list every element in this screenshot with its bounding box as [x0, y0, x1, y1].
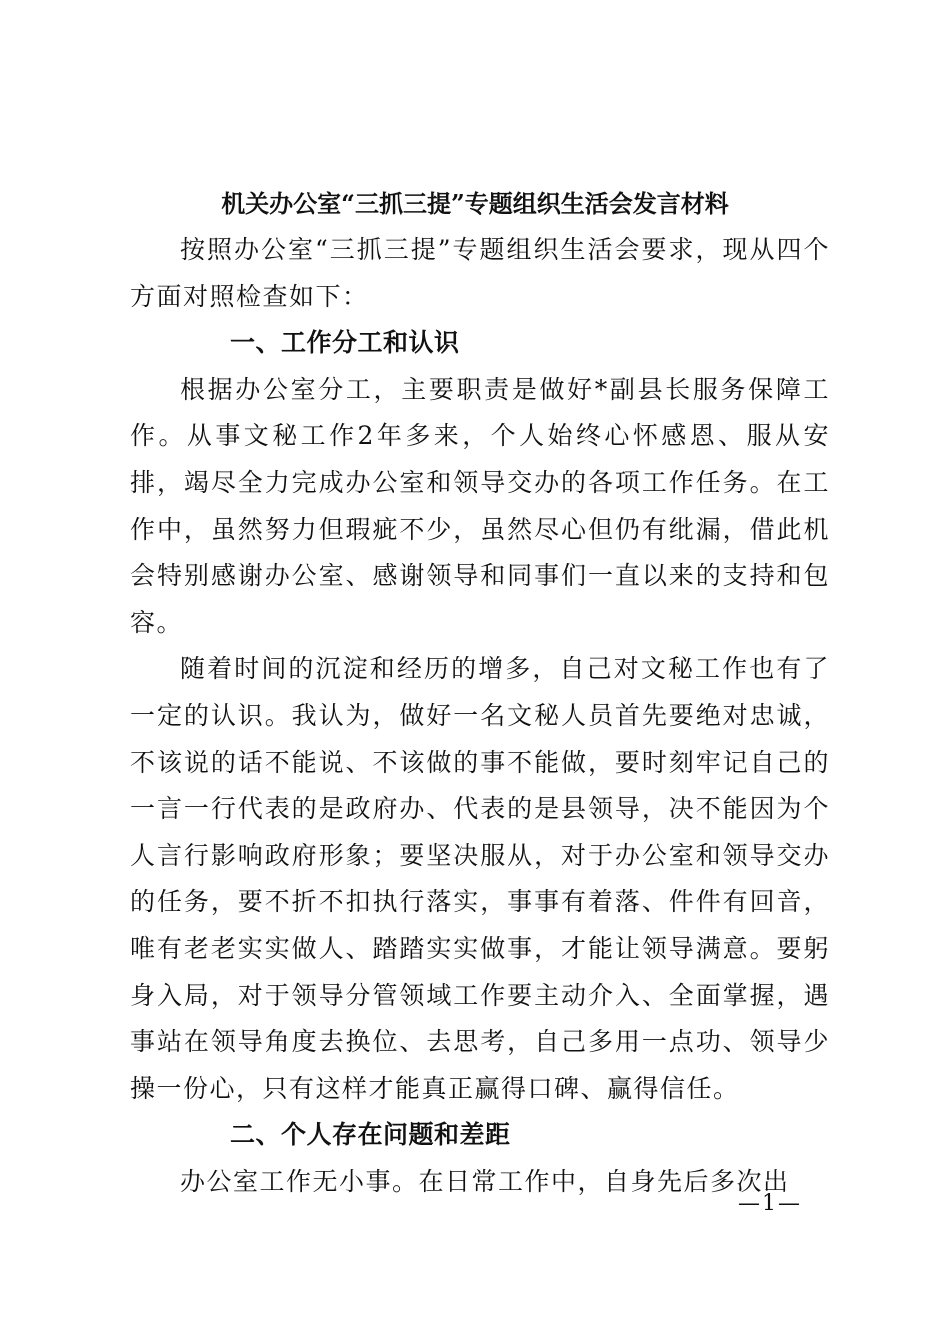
body-paragraph-2: 随着时间的沉淀和经历的增多，自己对文秘工作也有了一定的认识。我认为，做好一名文秘人员首先要绝对忠诚，不该说的话不能说、不该做的事不能做，要时刻牢记自己的一言一行代表的是政府办、代表的是县领导，决不能因为个人言行影响政府形象；要坚决服从，对于办公室和领导交办的任务，要不折不扣执行落实，事事有着落、件件有回音，唯有老老实实做人、踏踏实实做事，才能让领导满意。要躬身入局，对于领导分管领域工作要主动介入、全面掌握，遇事站在领导角度去换位、去思考，自己多用一点功、领导少操一份心，只有这样才能真正赢得口碑、赢得信任。	[130, 654, 830, 1103]
page-number: —1—	[738, 1191, 802, 1216]
document-title: 机关办公室“三抓三提”专题组织生活会发言材料	[221, 189, 729, 218]
intro-paragraph: 按照办公室“三抓三提”专题组织生活会要求，现从四个方面对照检查如下：	[130, 235, 830, 311]
body-paragraph-3: 办公室工作无小事。在日常工作中，自身先后多次出	[180, 1166, 790, 1196]
document-body	[130, 227, 830, 1205]
body-paragraph-1: 根据办公室分工，主要职责是做好*副县长服务保障工作。从事文秘工作2年多来，个人始终心怀感恩、服从安排，竭尽全力完成办公室和领导交办的各项工作任务。在工作中，虽然努力但瑕疵不少，虽然尽心但仍有纰漏，借此机会特别感谢办公室、感谢领导和同事们一直以来的支持和包容。	[130, 374, 830, 637]
section-heading-2: 二、个人存在问题和差距	[230, 1120, 511, 1150]
section-heading-1: 一、工作分工和认识	[230, 328, 460, 358]
